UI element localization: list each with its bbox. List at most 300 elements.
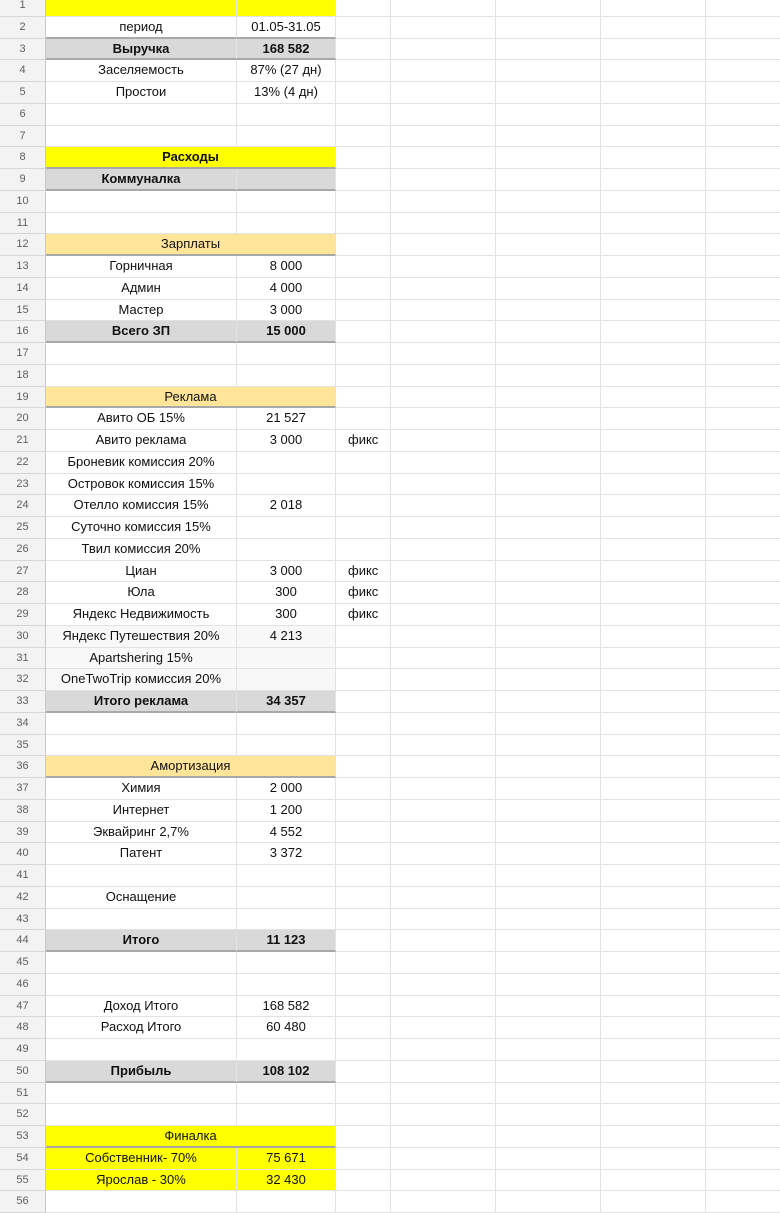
cell-empty[interactable] [601,430,706,452]
row-header[interactable]: 47 [0,996,46,1018]
row-header[interactable]: 39 [0,822,46,844]
cell-label[interactable] [46,213,237,235]
cell-empty[interactable] [391,996,496,1018]
cell-empty[interactable] [496,39,601,61]
cell-empty[interactable] [601,974,706,996]
cell-label[interactable]: Коммуналка [46,169,237,191]
cell-note[interactable] [336,147,391,169]
cell-note[interactable] [336,39,391,61]
cell-empty[interactable] [706,147,780,169]
cell-empty[interactable] [391,626,496,648]
row-header[interactable]: 53 [0,1126,46,1148]
cell-empty[interactable] [601,539,706,561]
cell-empty[interactable] [496,887,601,909]
cell-empty[interactable] [706,452,780,474]
row-header[interactable]: 22 [0,452,46,474]
cell-label[interactable]: период [46,17,237,39]
cell-empty[interactable] [391,1083,496,1105]
cell-empty[interactable] [706,517,780,539]
cell-empty[interactable] [496,1191,601,1213]
cell-empty[interactable] [391,60,496,82]
cell-empty[interactable] [601,887,706,909]
cell-label[interactable]: Отелло комиссия 15% [46,495,237,517]
cell-empty[interactable] [601,843,706,865]
cell-note[interactable] [336,996,391,1018]
cell-label[interactable]: Яндекс Недвижимость [46,604,237,626]
cell-empty[interactable] [706,713,780,735]
cell-empty[interactable] [496,147,601,169]
cell-empty[interactable] [706,626,780,648]
cell-value[interactable]: 300 [237,582,336,604]
cell-label[interactable]: Оснащение [46,887,237,909]
cell-label[interactable]: Собственник- 70% [46,1148,237,1170]
row-header[interactable]: 19 [0,387,46,409]
cell-empty[interactable] [391,669,496,691]
row-header[interactable]: 16 [0,321,46,343]
row-header[interactable]: 44 [0,930,46,952]
cell-empty[interactable] [391,952,496,974]
cell-value[interactable]: 4 552 [237,822,336,844]
cell-empty[interactable] [496,1039,601,1061]
cell-note[interactable] [336,1191,391,1213]
cell-label[interactable] [46,909,237,931]
cell-empty[interactable] [391,278,496,300]
row-header[interactable]: 7 [0,126,46,148]
cell-value[interactable] [237,713,336,735]
cell-empty[interactable] [706,365,780,387]
cell-empty[interactable] [706,996,780,1018]
row-header[interactable]: 45 [0,952,46,974]
cell-empty[interactable] [601,1104,706,1126]
cell-empty[interactable] [496,691,601,713]
cell-value[interactable]: 8 000 [237,256,336,278]
cell-empty[interactable] [601,278,706,300]
cell-empty[interactable] [601,691,706,713]
cell-empty[interactable] [496,408,601,430]
cell-note[interactable]: фикс [336,561,391,583]
cell-note[interactable] [336,909,391,931]
cell-empty[interactable] [601,169,706,191]
cell-label[interactable] [46,865,237,887]
cell-empty[interactable] [706,669,780,691]
cell-note[interactable] [336,387,391,409]
cell-empty[interactable] [706,604,780,626]
cell-empty[interactable] [706,191,780,213]
cell-note[interactable] [336,300,391,322]
cell-empty[interactable] [496,626,601,648]
cell-empty[interactable] [496,169,601,191]
cell-empty[interactable] [706,582,780,604]
cell-empty[interactable] [496,1104,601,1126]
cell-empty[interactable] [706,387,780,409]
cell-empty[interactable] [706,256,780,278]
row-header[interactable]: 56 [0,1191,46,1213]
cell-empty[interactable] [601,1039,706,1061]
cell-empty[interactable] [496,669,601,691]
cell-note[interactable] [336,408,391,430]
cell-empty[interactable] [391,82,496,104]
cell-empty[interactable] [391,39,496,61]
cell-value[interactable]: 1 200 [237,800,336,822]
cell-empty[interactable] [496,104,601,126]
row-header[interactable]: 31 [0,648,46,670]
cell-empty[interactable] [601,213,706,235]
cell-value[interactable]: 32 430 [237,1170,336,1192]
cell-value[interactable] [237,104,336,126]
cell-label[interactable] [46,126,237,148]
cell-value[interactable] [237,887,336,909]
cell-label[interactable]: Финалка [46,1126,336,1148]
cell-empty[interactable] [601,582,706,604]
cell-value[interactable]: 60 480 [237,1017,336,1039]
cell-empty[interactable] [601,343,706,365]
cell-label[interactable] [46,713,237,735]
cell-empty[interactable] [496,191,601,213]
row-header[interactable]: 21 [0,430,46,452]
cell-label[interactable] [46,1191,237,1213]
row-header[interactable]: 9 [0,169,46,191]
cell-empty[interactable] [391,561,496,583]
cell-empty[interactable] [391,495,496,517]
cell-empty[interactable] [601,648,706,670]
cell-value[interactable] [237,865,336,887]
cell-note[interactable] [336,213,391,235]
cell-label[interactable]: Твил комиссия 20% [46,539,237,561]
cell-note[interactable] [336,1039,391,1061]
cell-value[interactable]: 13% (4 дн) [237,82,336,104]
cell-empty[interactable] [706,1148,780,1170]
cell-label[interactable]: Интернет [46,800,237,822]
row-header[interactable]: 2 [0,17,46,39]
cell-empty[interactable] [706,1104,780,1126]
cell-empty[interactable] [601,365,706,387]
cell-label[interactable]: Амортизация [46,756,336,778]
cell-empty[interactable] [601,126,706,148]
row-header[interactable]: 18 [0,365,46,387]
cell-label[interactable]: Зарплаты [46,234,336,256]
cell-label[interactable] [46,104,237,126]
cell-empty[interactable] [496,1061,601,1083]
row-header[interactable]: 27 [0,561,46,583]
cell-value[interactable]: 168 582 [237,39,336,61]
cell-empty[interactable] [706,974,780,996]
cell-empty[interactable] [706,778,780,800]
cell-label[interactable]: Реклама [46,387,336,409]
cell-note[interactable] [336,756,391,778]
cell-label[interactable]: Расход Итого [46,1017,237,1039]
cell-note[interactable] [336,126,391,148]
cell-empty[interactable] [496,648,601,670]
cell-empty[interactable] [391,169,496,191]
cell-empty[interactable] [706,278,780,300]
cell-empty[interactable] [496,278,601,300]
cell-label[interactable] [46,1083,237,1105]
cell-empty[interactable] [601,952,706,974]
row-header[interactable]: 12 [0,234,46,256]
cell-value[interactable] [237,1104,336,1126]
cell-label[interactable] [46,191,237,213]
cell-empty[interactable] [706,887,780,909]
row-header[interactable]: 28 [0,582,46,604]
cell-empty[interactable] [706,60,780,82]
row-header[interactable]: 52 [0,1104,46,1126]
cell-empty[interactable] [706,39,780,61]
cell-empty[interactable] [601,822,706,844]
cell-empty[interactable] [391,800,496,822]
cell-empty[interactable] [601,1148,706,1170]
row-header[interactable]: 41 [0,865,46,887]
cell-label[interactable]: Авито реклама [46,430,237,452]
cell-value[interactable] [237,343,336,365]
cell-empty[interactable] [391,756,496,778]
cell-empty[interactable] [601,735,706,757]
cell-empty[interactable] [391,234,496,256]
cell-empty[interactable] [706,952,780,974]
cell-empty[interactable] [391,213,496,235]
cell-empty[interactable] [706,843,780,865]
cell-label[interactable]: Заселяемость [46,60,237,82]
cell-empty[interactable] [601,1191,706,1213]
cell-value[interactable] [237,539,336,561]
cell-label[interactable]: Расходы [46,147,336,169]
row-header[interactable]: 38 [0,800,46,822]
cell-label[interactable]: Циан [46,561,237,583]
cell-value[interactable] [237,474,336,496]
row-header[interactable]: 14 [0,278,46,300]
cell-empty[interactable] [496,952,601,974]
cell-label[interactable] [46,735,237,757]
cell-note[interactable] [336,778,391,800]
cell-empty[interactable] [496,778,601,800]
cell-empty[interactable] [391,517,496,539]
cell-empty[interactable] [496,539,601,561]
cell-note[interactable] [336,1083,391,1105]
cell-empty[interactable] [601,60,706,82]
cell-note[interactable] [336,865,391,887]
cell-note[interactable] [336,930,391,952]
cell-note[interactable]: фикс [336,430,391,452]
cell-empty[interactable] [391,104,496,126]
cell-empty[interactable] [496,1148,601,1170]
cell-empty[interactable] [601,1017,706,1039]
cell-empty[interactable] [706,561,780,583]
cell-empty[interactable] [496,60,601,82]
cell-label[interactable]: OneTwoTrip комиссия 20% [46,669,237,691]
cell-empty[interactable] [706,408,780,430]
cell-note[interactable] [336,452,391,474]
cell-empty[interactable] [391,1104,496,1126]
cell-value[interactable] [237,191,336,213]
cell-value[interactable] [237,648,336,670]
cell-empty[interactable] [601,800,706,822]
cell-empty[interactable] [706,1083,780,1105]
cell-empty[interactable] [601,561,706,583]
cell-note[interactable] [336,648,391,670]
cell-empty[interactable] [391,539,496,561]
cell-empty[interactable] [496,0,601,17]
cell-empty[interactable] [391,343,496,365]
cell-label[interactable]: Суточно комиссия 15% [46,517,237,539]
cell-empty[interactable] [706,930,780,952]
row-header[interactable]: 55 [0,1170,46,1192]
row-header[interactable]: 49 [0,1039,46,1061]
row-header[interactable]: 37 [0,778,46,800]
cell-empty[interactable] [496,213,601,235]
cell-empty[interactable] [496,800,601,822]
cell-empty[interactable] [496,909,601,931]
cell-empty[interactable] [391,930,496,952]
row-header[interactable]: 4 [0,60,46,82]
row-header[interactable]: 8 [0,147,46,169]
cell-value[interactable]: 01.05-31.05 [237,17,336,39]
cell-value[interactable] [237,517,336,539]
cell-empty[interactable] [391,0,496,17]
cell-note[interactable] [336,669,391,691]
cell-empty[interactable] [496,321,601,343]
cell-note[interactable] [336,887,391,909]
cell-label[interactable]: Островок комиссия 15% [46,474,237,496]
cell-value[interactable] [237,1083,336,1105]
cell-note[interactable]: фикс [336,604,391,626]
cell-empty[interactable] [496,1083,601,1105]
cell-empty[interactable] [601,387,706,409]
cell-label[interactable] [46,952,237,974]
cell-empty[interactable] [496,517,601,539]
cell-note[interactable] [336,278,391,300]
cell-note[interactable] [336,365,391,387]
cell-value[interactable] [237,1191,336,1213]
cell-empty[interactable] [601,495,706,517]
cell-empty[interactable] [496,82,601,104]
cell-empty[interactable] [391,691,496,713]
cell-empty[interactable] [496,300,601,322]
cell-label[interactable] [46,0,237,17]
row-header[interactable]: 51 [0,1083,46,1105]
cell-label[interactable]: Химия [46,778,237,800]
cell-value[interactable]: 3 000 [237,561,336,583]
row-header[interactable]: 42 [0,887,46,909]
cell-empty[interactable] [706,169,780,191]
cell-empty[interactable] [496,452,601,474]
cell-note[interactable] [336,495,391,517]
row-header[interactable]: 46 [0,974,46,996]
cell-empty[interactable] [601,39,706,61]
cell-value[interactable] [237,0,336,17]
cell-value[interactable] [237,1039,336,1061]
cell-label[interactable]: Apartshering 15% [46,648,237,670]
cell-empty[interactable] [601,909,706,931]
cell-empty[interactable] [601,1170,706,1192]
cell-empty[interactable] [601,474,706,496]
cell-note[interactable] [336,974,391,996]
cell-empty[interactable] [706,474,780,496]
cell-note[interactable] [336,60,391,82]
cell-empty[interactable] [706,213,780,235]
cell-value[interactable]: 87% (27 дн) [237,60,336,82]
cell-empty[interactable] [706,909,780,931]
row-header[interactable]: 26 [0,539,46,561]
cell-note[interactable] [336,343,391,365]
cell-empty[interactable] [706,234,780,256]
cell-value[interactable]: 3 000 [237,430,336,452]
cell-empty[interactable] [601,104,706,126]
cell-empty[interactable] [496,843,601,865]
cell-empty[interactable] [706,1170,780,1192]
cell-empty[interactable] [496,474,601,496]
cell-empty[interactable] [391,974,496,996]
cell-value[interactable]: 4 213 [237,626,336,648]
cell-label[interactable]: Простои [46,82,237,104]
cell-value[interactable]: 15 000 [237,321,336,343]
cell-empty[interactable] [496,126,601,148]
cell-empty[interactable] [496,996,601,1018]
cell-note[interactable] [336,82,391,104]
cell-empty[interactable] [601,517,706,539]
row-header[interactable]: 50 [0,1061,46,1083]
cell-empty[interactable] [391,256,496,278]
cell-empty[interactable] [496,822,601,844]
cell-empty[interactable] [601,452,706,474]
cell-empty[interactable] [391,1126,496,1148]
cell-empty[interactable] [601,408,706,430]
cell-note[interactable] [336,800,391,822]
row-header[interactable]: 40 [0,843,46,865]
cell-value[interactable]: 34 357 [237,691,336,713]
cell-empty[interactable] [496,604,601,626]
cell-note[interactable] [336,539,391,561]
cell-empty[interactable] [391,430,496,452]
cell-note[interactable] [336,626,391,648]
row-header[interactable]: 6 [0,104,46,126]
cell-empty[interactable] [706,1126,780,1148]
cell-empty[interactable] [391,1061,496,1083]
row-header[interactable]: 23 [0,474,46,496]
cell-note[interactable] [336,691,391,713]
cell-empty[interactable] [391,300,496,322]
cell-empty[interactable] [706,82,780,104]
cell-note[interactable] [336,104,391,126]
cell-value[interactable] [237,952,336,974]
cell-empty[interactable] [601,1061,706,1083]
cell-label[interactable]: Итого [46,930,237,952]
cell-empty[interactable] [496,561,601,583]
cell-value[interactable]: 3 000 [237,300,336,322]
cell-label[interactable]: Яндекс Путешествия 20% [46,626,237,648]
cell-empty[interactable] [601,996,706,1018]
row-header[interactable]: 5 [0,82,46,104]
cell-value[interactable] [237,909,336,931]
cell-empty[interactable] [391,1039,496,1061]
cell-empty[interactable] [706,1191,780,1213]
cell-empty[interactable] [601,604,706,626]
cell-value[interactable]: 168 582 [237,996,336,1018]
cell-empty[interactable] [496,756,601,778]
cell-empty[interactable] [496,930,601,952]
cell-note[interactable] [336,517,391,539]
cell-empty[interactable] [391,321,496,343]
cell-empty[interactable] [496,234,601,256]
cell-empty[interactable] [706,539,780,561]
cell-empty[interactable] [391,909,496,931]
row-header[interactable]: 11 [0,213,46,235]
cell-label[interactable]: Эквайринг 2,7% [46,822,237,844]
cell-label[interactable]: Прибыль [46,1061,237,1083]
row-header[interactable]: 24 [0,495,46,517]
cell-note[interactable] [336,735,391,757]
cell-value[interactable]: 21 527 [237,408,336,430]
cell-empty[interactable] [391,648,496,670]
cell-note[interactable] [336,952,391,974]
